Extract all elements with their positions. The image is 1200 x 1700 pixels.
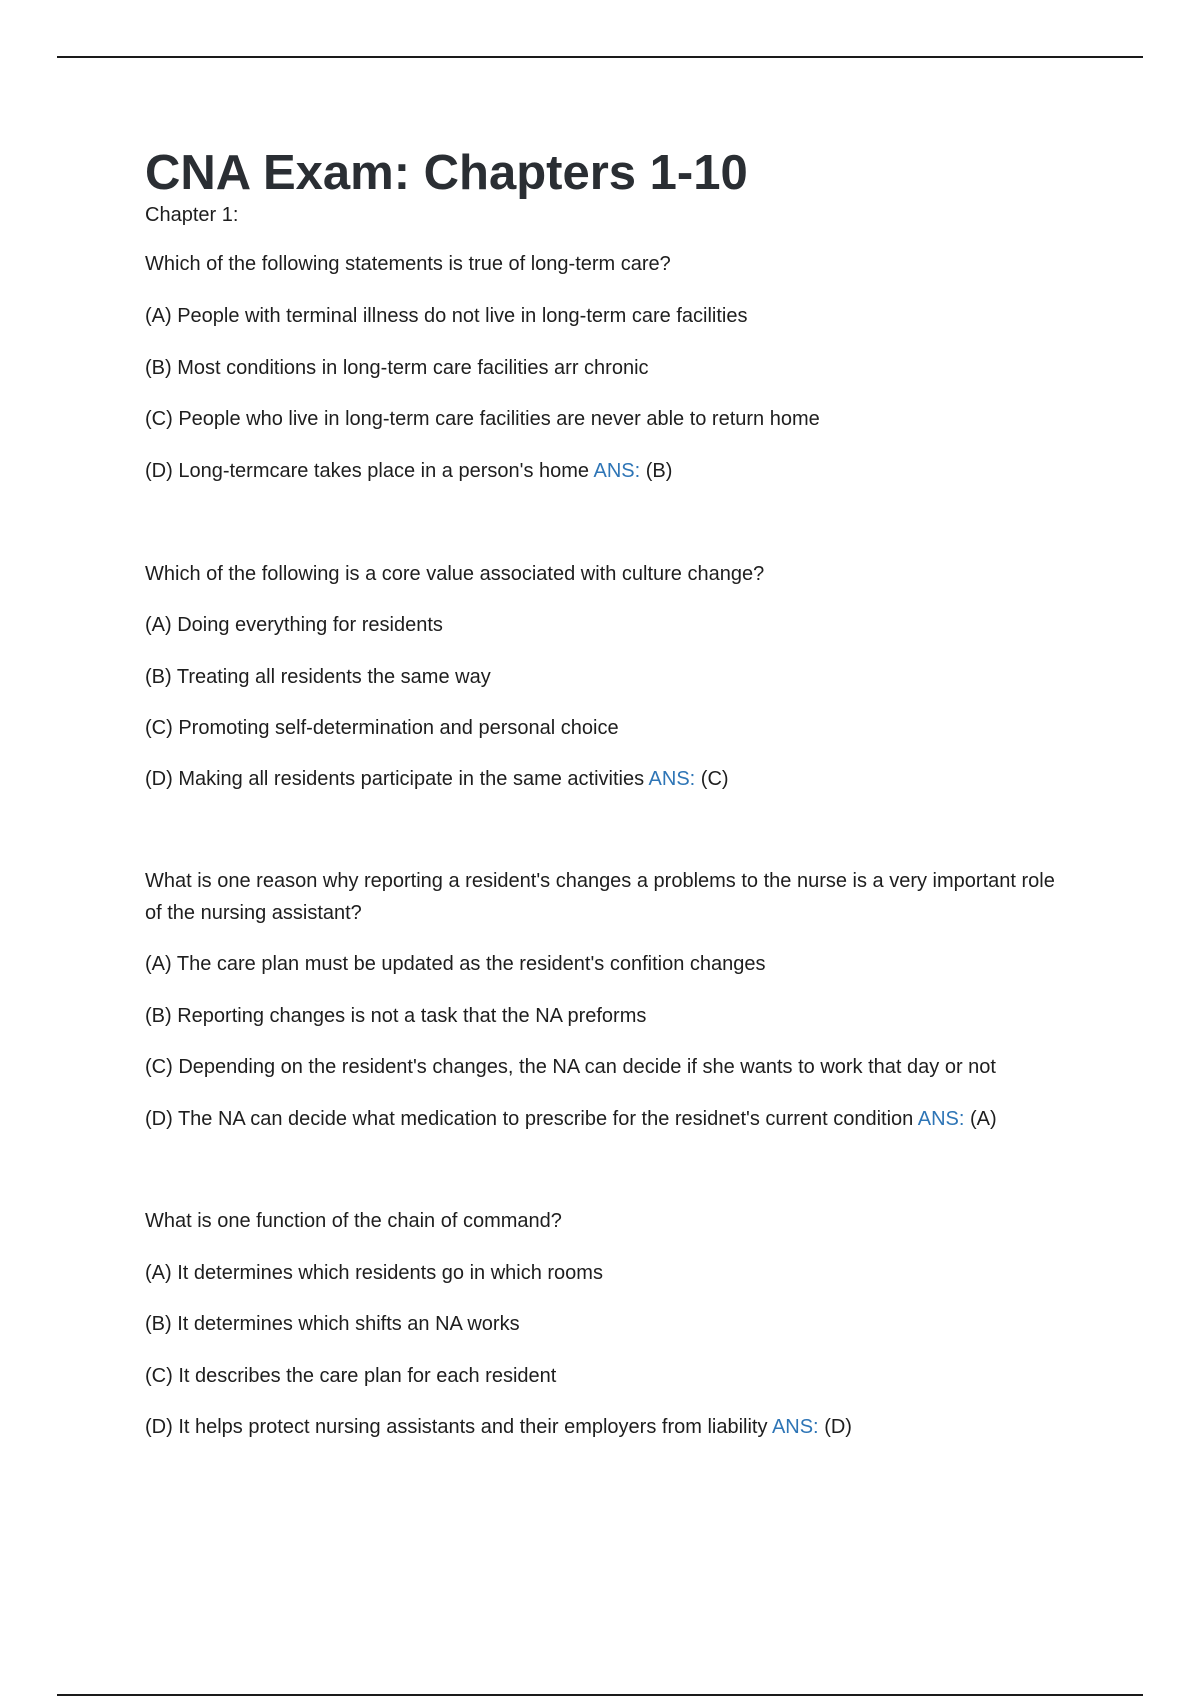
answer-key-value: (B) [645, 460, 673, 482]
answer-option-with-key [145, 763, 729, 795]
question-prompt: Which of the following is a core value associated with culture change? [145, 563, 765, 585]
option-text: (D) The NA can decide what medication to prescribe for the residnet's current condition [145, 1108, 914, 1130]
answer-key-label: ANS: [917, 1108, 965, 1130]
answer-key-label: ANS: [771, 1416, 819, 1438]
option-text: (D) Long-termcare takes place in a person's home [145, 460, 590, 482]
option-text: (D) It helps protect nursing assistants and their employers from liability [145, 1416, 768, 1438]
answer-option: (B) Most conditions in long-term care facilities arr chronic [145, 357, 649, 379]
answer-key-value: (A) [969, 1108, 997, 1130]
question-prompt: What is one function of the chain of command? [145, 1210, 562, 1232]
answer-key-value: (C) [700, 768, 729, 790]
answer-option: (A) Doing everything for residents [145, 614, 443, 636]
answer-key-label: ANS: [648, 768, 696, 790]
answer-option: (A) The care plan must be updated as the resident's confition changes [145, 953, 766, 975]
question-prompt-line: What is one reason why reporting a resident's changes a problems to the nurse is a very important role [145, 870, 1055, 892]
answer-option: (B) It determines which shifts an NA works [145, 1313, 520, 1335]
answer-option: (A) People with terminal illness do not live in long-term care facilities [145, 305, 748, 327]
question-prompt-line: of the nursing assistant? [145, 902, 362, 924]
answer-key-label: ANS: [593, 460, 641, 482]
bottom-rule [57, 1694, 1143, 1696]
answer-option: (A) It determines which residents go in which rooms [145, 1262, 603, 1284]
answer-option-with-key [145, 1411, 852, 1443]
answer-key-value: (D) [824, 1416, 852, 1438]
answer-option: (B) Treating all residents the same way [145, 666, 491, 688]
answer-option: (B) Reporting changes is not a task that the NA preforms [145, 1005, 647, 1027]
top-rule [57, 56, 1143, 58]
chapter-heading: Chapter 1: [145, 204, 239, 226]
question-prompt: Which of the following statements is true of long-term care? [145, 253, 671, 275]
option-text: (D) Making all residents participate in the same activities [145, 768, 645, 790]
answer-option-with-key [145, 455, 672, 487]
answer-option-with-key [145, 1103, 997, 1135]
answer-option: (C) It describes the care plan for each resident [145, 1365, 557, 1387]
answer-option: (C) People who live in long-term care facilities are never able to return home [145, 408, 820, 430]
document-title: CNA Exam: Chapters 1-10 [145, 146, 748, 200]
answer-option: (C) Depending on the resident's changes, the NA can decide if she wants to work that day or not [145, 1056, 996, 1078]
answer-option: (C) Promoting self-determination and personal choice [145, 717, 619, 739]
